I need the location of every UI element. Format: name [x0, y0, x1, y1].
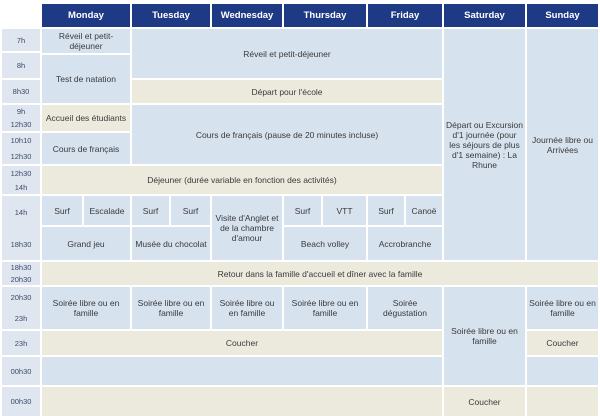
header-thursday: Thursday	[284, 4, 366, 27]
monday-welcome-cell: Accueil des étudiants	[42, 105, 130, 131]
late-row-cell	[42, 357, 442, 385]
time-label: 20h30 23h	[2, 287, 40, 329]
french-course-cell: Cours de français (pause de 20 minutes incluse)	[132, 105, 442, 164]
sunday-bedtime-cell: Coucher	[527, 331, 598, 355]
time-label: 10h10 12h30	[2, 133, 40, 164]
monday-wakeup-cell: Réveil et petit-déjeuner	[42, 29, 130, 53]
header-wednesday: Wednesday	[212, 4, 282, 27]
friday-accrobranche-cell: Accrobranche	[368, 227, 442, 260]
time-label: 9h 12h30	[2, 105, 40, 131]
monday-swim-test-cell: Test de natation	[42, 55, 130, 103]
tuesday-surf-cell: Surf	[132, 196, 169, 225]
friday-surf-cell: Surf	[368, 196, 404, 225]
thursday-evening-cell: Soirée libre ou en famille	[284, 287, 366, 329]
monday-evening-cell: Soirée libre ou en famille	[42, 287, 130, 329]
thursday-surf-cell: Surf	[284, 196, 321, 225]
header-friday: Friday	[368, 4, 442, 27]
return-host-family-cell: Retour dans la famille d'accueil et dîner avec la famille	[42, 262, 598, 285]
header-sunday: Sunday	[527, 4, 598, 27]
saturday-evening-cell: Soirée libre ou en famille	[444, 287, 525, 385]
header-saturday: Saturday	[444, 4, 525, 27]
header-monday: Monday	[42, 4, 130, 27]
time-label: 7h	[2, 29, 40, 51]
monday-surf-cell: Surf	[42, 196, 82, 225]
time-label: 14h 18h30	[2, 196, 40, 260]
lunch-cell: Déjeuner (durée variable en fonction des activités)	[42, 166, 442, 194]
saturday-bedtime-cell: Coucher	[444, 387, 525, 416]
late-row-cell	[42, 387, 442, 416]
sunday-free-day-cell: Journée libre ou Arrivées	[527, 29, 598, 260]
late-row-cell	[527, 357, 598, 385]
wednesday-anglet-visit-cell: Visite d'Anglet et de la chambre d'amour	[212, 196, 282, 260]
tuesday-evening-cell: Soirée libre ou en famille	[132, 287, 210, 329]
sunday-evening-cell: Soirée libre ou en famille	[527, 287, 598, 329]
wednesday-evening-cell: Soirée libre ou en famille	[212, 287, 282, 329]
tuesday-chocolate-museum-cell: Musée du chocolat	[132, 227, 210, 260]
monday-grand-jeu-cell: Grand jeu	[42, 227, 130, 260]
friday-tasting-evening-cell: Soirée dégustation	[368, 287, 442, 329]
time-label: 8h30	[2, 80, 40, 103]
friday-canoe-cell: Canoë	[406, 196, 442, 225]
wake-breakfast-cell: Réveil et petit-déjeuner	[132, 29, 442, 78]
tuesday-surf-cell: Surf	[171, 196, 210, 225]
weekday-bedtime-cell: Coucher	[42, 331, 442, 355]
monday-french-cell: Cours de français	[42, 133, 130, 164]
monday-climbing-cell: Escalade	[84, 196, 130, 225]
time-label: 8h	[2, 53, 40, 78]
time-label: 00h30	[2, 387, 40, 416]
late-row-cell	[527, 387, 598, 416]
school-departure-cell: Départ pour l'école	[132, 80, 442, 103]
time-label: 18h30 20h30	[2, 262, 40, 285]
thursday-vtt-cell: VTT	[323, 196, 366, 225]
header-tuesday: Tuesday	[132, 4, 210, 27]
thursday-beach-volley-cell: Beach volley	[284, 227, 366, 260]
time-label: 23h	[2, 331, 40, 355]
time-label: 12h30 14h	[2, 166, 40, 194]
saturday-excursion-cell: Départ ou Excursion d'1 journée (pour les séjours de plus d'1 semaine) : La Rhune	[444, 29, 525, 260]
time-label: 00h30	[2, 357, 40, 385]
